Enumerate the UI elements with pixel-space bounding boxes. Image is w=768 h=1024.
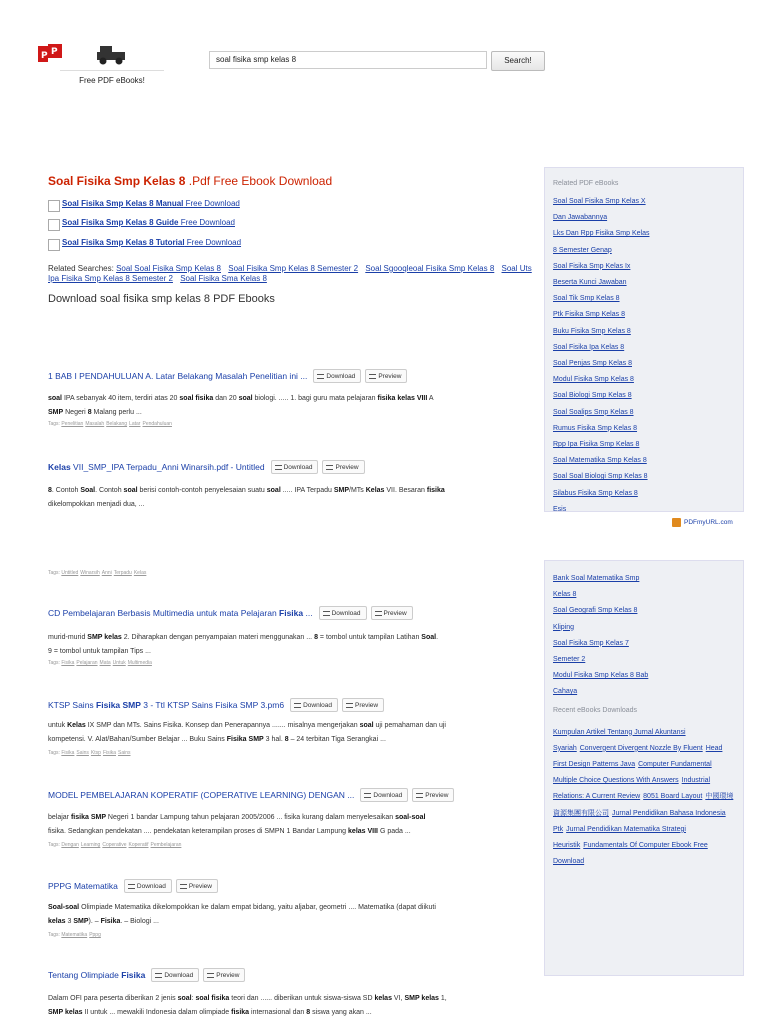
page-title-bold: Soal Fisika Smp Kelas 8 [48, 174, 186, 188]
result-snippet: belajar fisika SMP Negeri 1 bandar Lampung tahun pelajaran 2005/2006 ... fisika kurang dalam menyelesaikan soal-soal fisika. Sedangkan pendekatan .... pendekatan keterampilan proses di SMPN 1 Bandar Lampung kelas VIII G pada ... [48, 814, 426, 835]
sub-link-manual[interactable]: Soal Fisika Smp Kelas 8 Manual Free Download [48, 194, 240, 212]
sidebar-related-link[interactable]: Semeter 2 [553, 656, 586, 664]
tag-link[interactable]: Matematika [61, 932, 88, 938]
page-title [48, 174, 332, 188]
sidebar-related-link[interactable]: Lks Dan Rpp Fisika Smp Kelas [553, 230, 650, 238]
download-button[interactable]: Download [271, 460, 319, 474]
result-tags: Tags: Penelitian Masalah Belakang Latar Pendahuluan [48, 421, 172, 427]
sidebar-related-link[interactable]: Soal Matematika Smp Kelas 8 [553, 457, 647, 465]
preview-icon [326, 465, 333, 470]
download-icon [317, 374, 324, 379]
sidebar-related-link[interactable]: Soal Geografi Smp Kelas 8 [553, 607, 638, 615]
tag-link[interactable]: Winarsih [80, 570, 100, 576]
related-link[interactable]: Soal Sgooqleoal Fisika Smp Kelas 8 [365, 264, 495, 273]
preview-icon [416, 793, 423, 798]
result-tags: Tags: Dengan Learning Coperative Koperatif Pembelajaran [48, 842, 182, 848]
tag-link[interactable]: Ktsp [90, 750, 101, 756]
recent-download-link[interactable]: Industrial Relations: A Current Review [553, 777, 711, 801]
download-button[interactable]: Download [290, 698, 338, 712]
sidebar-related-link[interactable]: Rumus Fisika Smp Kelas 8 [553, 424, 638, 432]
sidebar-related-link[interactable]: Kelas 8 [553, 591, 577, 599]
recent-download-link[interactable]: Jurnal Pendidikan Bahasa Indonesia Ptk [553, 809, 726, 833]
tag-link[interactable]: Learning [80, 842, 101, 848]
related-searches [48, 264, 534, 284]
recent-download-link[interactable]: 中國環境資源集團有限公司 [553, 793, 734, 817]
sidebar-related-link[interactable]: Soal Tik Smp Kelas 8 [553, 295, 620, 303]
tag-link[interactable]: Mata [99, 660, 111, 666]
tag-link[interactable]: Pembelajaran [150, 842, 182, 848]
result-title-link[interactable]: CD Pembelajaran Berbasis Multimedia untuk mata Pelajaran Fisika ... [48, 608, 313, 618]
sidebar-related-link[interactable]: Kliping [553, 623, 575, 631]
result-title-link[interactable]: Kelas VII_SMP_IPA Terpadu_Anni Winarsih.pdf - Untitled [48, 462, 265, 472]
checkbox-icon [48, 200, 60, 212]
pdfmyurl-link[interactable]: PDFmyURL.com [672, 518, 733, 527]
preview-button[interactable]: Preview [322, 460, 364, 474]
download-icon [128, 884, 135, 889]
site-logo-icon[interactable] [38, 44, 62, 64]
download-icon [155, 973, 162, 978]
preview-icon [375, 611, 382, 616]
sidebar-related [544, 167, 744, 512]
download-button[interactable]: Download [313, 369, 361, 383]
download-icon [323, 611, 330, 616]
svg-text:P: P [51, 47, 58, 57]
download-button[interactable]: Download [360, 788, 408, 802]
result-title-link[interactable]: 1 BAB I PENDAHULUAN A. Latar Belakang Masalah Penelitian ini ... [48, 371, 308, 381]
related-label: Related Searches: [48, 264, 114, 273]
sidebar-related-link[interactable]: Soal Fisika Smp Kelas Ix [553, 262, 631, 270]
download-button[interactable]: Download [151, 968, 199, 982]
preview-icon [207, 973, 214, 978]
page-title-rest: .Pdf Free Ebook Download [185, 174, 333, 188]
tag-link[interactable]: Fisika [61, 660, 75, 666]
sidebar-related-link[interactable]: Soal Soal Biologi Smp Kelas 8 [553, 473, 648, 481]
sidebar-related-link[interactable]: Buku Fisika Smp Kelas 8 [553, 327, 631, 335]
result-tags: Tags: Fisika Sains Ktsp Fisika Sains [48, 750, 131, 756]
checkbox-icon [48, 239, 60, 251]
tag-link[interactable]: Anni [101, 570, 112, 576]
tag-link[interactable]: Terpadu [113, 570, 132, 576]
tag-link[interactable]: Masalah [85, 421, 105, 427]
sidebar-related-link[interactable]: Bank Soal Matematika Smp [553, 575, 640, 582]
sub-link-guide[interactable]: Soal Fisika Smp Kelas 8 Guide Free Download [48, 213, 235, 231]
sidebar-related-link[interactable]: Soal Penjas Smp Kelas 8 [553, 360, 632, 368]
result-title [48, 369, 411, 383]
tag-link[interactable]: Coperative [102, 842, 127, 848]
sidebar-related-link[interactable]: Ptk Fisika Smp Kelas 8 [553, 311, 625, 319]
download-icon [275, 465, 282, 470]
recent-download-link[interactable]: Head First Design Patterns Java [553, 744, 723, 769]
result-title [48, 788, 458, 802]
related-link[interactable]: Soal Uts Ipa Fisika Smp Kelas 8 Semester 2 [48, 264, 532, 283]
search-input[interactable]: soal fisika smp kelas 8 [209, 51, 487, 69]
preview-icon [180, 884, 187, 889]
sidebar-related-heading: Related PDF eBooks [553, 180, 619, 187]
svg-text:P: P [41, 51, 48, 61]
sidebar-related-link[interactable]: Esis [553, 505, 567, 512]
recent-download-link[interactable]: Jurnal Pendidikan Matematika Strategi Heuristik [553, 825, 686, 850]
pdfmyurl-icon [672, 518, 681, 527]
tag-link[interactable]: Untuk [112, 660, 126, 666]
result-title [48, 879, 222, 893]
result-tags: Tags: Fisika Pelajaran Mata Untuk Multimedia [48, 660, 152, 666]
result-snippet: Soal-soal Olimpiade Matematika dikelompokkan ke dalam empat bidang, yaitu aljabar, geometri .... Matematika (dapat diikuti kelas 3 SMP). – Fisika. – Biologi ... [48, 904, 436, 925]
preview-button[interactable]: Preview [203, 968, 245, 982]
related-link[interactable]: Soal Fisika Sma Kelas 8 [180, 274, 267, 283]
tag-link[interactable]: Penelitian [61, 421, 84, 427]
related-link[interactable]: Soal Fisika Smp Kelas 8 Semester 2 [228, 264, 359, 273]
result-title-link[interactable]: KTSP Sains Fisika SMP 3 - Ttl KTSP Sains Fisika SMP 3.pm6 [48, 700, 285, 710]
tag-link[interactable]: Fisika [102, 750, 116, 756]
recent-heading: Recent eBooks Downloads [553, 706, 638, 714]
sub-link-tutorial[interactable]: Soal Fisika Smp Kelas 8 Tutorial Free Download [48, 233, 241, 251]
sidebar-related-link[interactable]: Soal Fisika Ipa Kelas 8 [553, 343, 625, 351]
result-title-link[interactable]: Tentang Olimpiade Fisika [48, 970, 146, 980]
recent-download-link[interactable]: 8051 Board Layout [643, 793, 703, 801]
tag-link[interactable]: Multimedia [127, 660, 152, 666]
preview-button[interactable]: Preview [342, 698, 384, 712]
preview-button[interactable]: Preview [176, 879, 218, 893]
result-title [48, 698, 388, 712]
result-snippet: untuk Kelas IX SMP dan MTs. Sains Fisika. Konsep dan Penerapannya ....... misalnya mengerjakan soal uji pemahaman dan uji kompetensi. V. Alat/Bahan/Sumber Belajar ... Buku Sains Fisika SMP 3 hal. 8 – 24 terbitan Tiga Serangkai ... [48, 722, 446, 743]
result-snippet: soal IPA sebanyak 40 item, terdiri atas 20 soal fisika dan 20 soal biologi. ..... 1. bagi guru mata pelajaran fisika kelas VIII A SMP Negeri 8 Malang perlu ... [48, 395, 434, 416]
recent-download-link[interactable]: Computer Fundamental Multiple Choice Questions With Answers [553, 761, 712, 785]
result-tags: Tags: Matematika Pppg [48, 932, 101, 938]
sidebar-related-link[interactable]: Modul Fisika Smp Kelas 8 [553, 376, 634, 384]
sidebar-related-link[interactable]: Silabus Fisika Smp Kelas 8 [553, 489, 638, 497]
download-icon [294, 703, 301, 708]
site-tagline: Free PDF eBooks! [60, 70, 164, 87]
sidebar-related-link[interactable]: Beserta Kunci Jawaban [553, 279, 627, 287]
tag-link[interactable]: Sains [118, 750, 131, 756]
sidebar-related-link[interactable]: Modul Fisika Smp Kelas 8 Bab [553, 672, 649, 680]
sidebar-related-link[interactable]: Soal Soal Fisika Smp Kelas X [553, 198, 646, 205]
result-tags: Tags: Untitled Winarsih Anni Terpadu Kelas [48, 570, 147, 576]
result-title [48, 606, 417, 620]
recent-downloads-list [545, 725, 743, 871]
car-logo-icon[interactable] [96, 43, 126, 65]
preview-button[interactable]: Preview [371, 606, 413, 620]
sidebar-related-list-continued [545, 571, 743, 701]
result-title-link[interactable]: MODEL PEMBELAJARAN KOPERATIF (COPERATIVE LEARNING) DENGAN ... [48, 790, 355, 800]
tag-link[interactable]: Pelajaran [76, 660, 98, 666]
sidebar-related-link[interactable]: Rpp Ipa Fisika Smp Kelas 8 [553, 441, 640, 449]
download-button[interactable]: Download [319, 606, 367, 620]
sidebar-related-continued [544, 560, 744, 976]
recent-download-link[interactable]: Fundamentals Of Computer Ebook Free Download [553, 842, 708, 866]
preview-button[interactable]: Preview [412, 788, 454, 802]
result-title-link[interactable]: PPPG Matematika [48, 881, 118, 891]
preview-button[interactable]: Preview [365, 369, 407, 383]
tag-link[interactable]: Kelas [133, 570, 147, 576]
sidebar-related-link[interactable]: Soal Fisika Smp Kelas 7 [553, 639, 629, 647]
tag-link[interactable]: Belakang [106, 421, 128, 427]
tag-link[interactable]: Latar [129, 421, 141, 427]
tag-link[interactable]: Sains [76, 750, 89, 756]
preview-icon [346, 703, 353, 708]
recent-download-link[interactable]: Kumpulan Artikel Tentang Jurnal Akuntansi Syariah [553, 728, 686, 752]
tag-link[interactable]: Pendahuluan [142, 421, 172, 427]
tag-link[interactable]: Untitled [61, 570, 79, 576]
recent-download-link[interactable]: Convergent Divergent Nozzle By Fluent [579, 744, 703, 752]
sidebar-related-link[interactable]: Dan Jawabannya [553, 214, 608, 222]
tag-link[interactable]: Koperatif [128, 842, 149, 848]
search-button[interactable]: Search! [491, 51, 545, 71]
tag-link[interactable]: Fisika [61, 750, 75, 756]
preview-icon [369, 374, 376, 379]
tag-link[interactable]: Dengan [61, 842, 79, 848]
result-snippet: Dalam OFI para peserta diberikan 2 jenis soal: soal fisika teori dan ...... diberikan untuk siswa-siswa SD kelas VI, SMP kelas 1, SMP kelas II untuk ... mewakili Indonesia dalam olimpiade fisika internasional dan 8 siswa yang akan ... [48, 995, 447, 1016]
sidebar-related-link[interactable]: Soal Biologi Smp Kelas 8 [553, 392, 632, 400]
download-button[interactable]: Download [124, 879, 172, 893]
result-title [48, 968, 249, 982]
tag-link[interactable]: Pppg [89, 932, 101, 938]
related-link[interactable]: Soal Soal Fisika Smp Kelas 8 [116, 264, 221, 273]
result-snippet: 8. Contoh Soal. Contoh soal berisi contoh-contoh penyelesaian suatu soal ..... IPA Terpadu SMP/MTs Kelas VII. Besaran fisika dikelompokkan menjadi dua, ... [48, 487, 445, 508]
download-heading: Download soal fisika smp kelas 8 PDF Ebooks [48, 293, 275, 305]
sidebar-related-list [545, 194, 743, 512]
sidebar-related-link[interactable]: 8 Semester Genap [553, 246, 612, 254]
checkbox-icon [48, 219, 60, 231]
download-icon [364, 793, 371, 798]
sidebar-related-link[interactable]: Cahaya [553, 688, 578, 696]
result-title [48, 460, 369, 474]
sidebar-related-link[interactable]: Soal Soalips Smp Kelas 8 [553, 408, 634, 416]
result-snippet: murid-murid SMP kelas 2. Diharapkan dengan penyampaian materi menggunakan ... 8 = tombol untuk tampilan Latihan Soal. 9 = tombol untuk tampilan Tips ... [48, 634, 439, 655]
